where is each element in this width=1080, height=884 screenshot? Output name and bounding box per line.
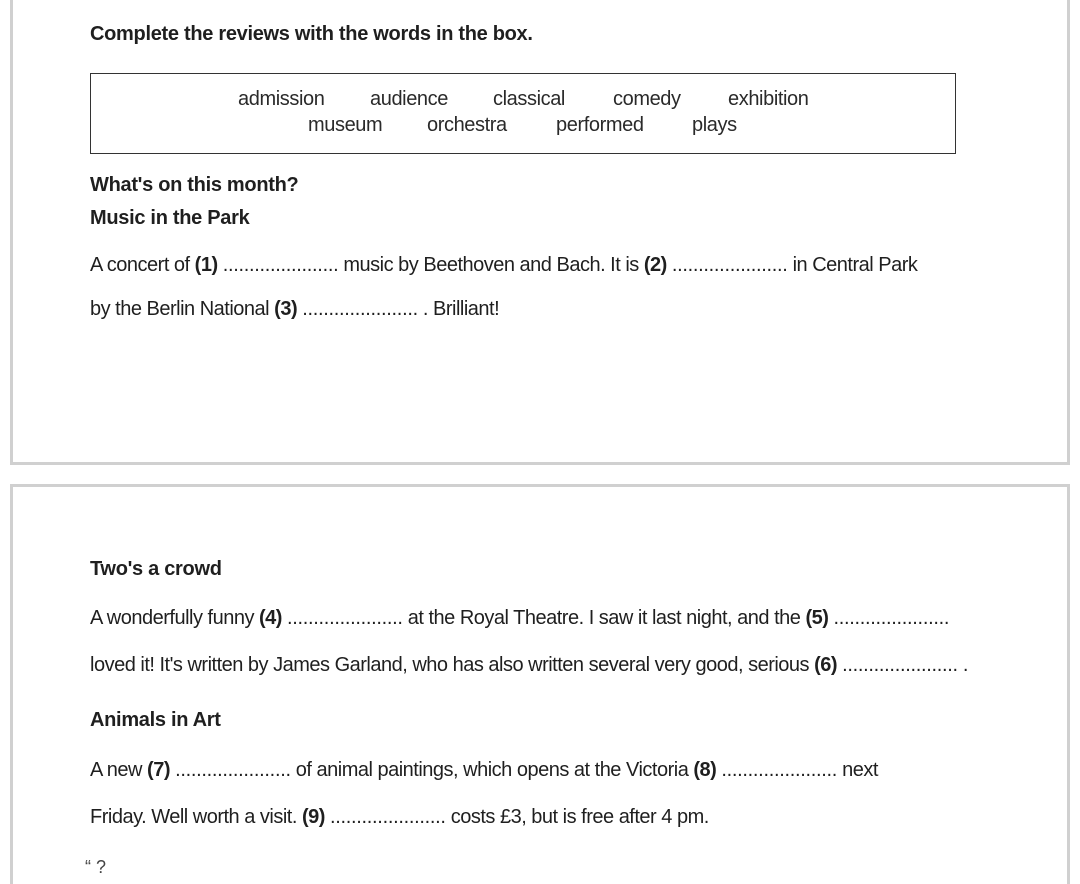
worksheet-page-1 [10, 0, 1070, 465]
gap-number-6: (6) [814, 654, 838, 676]
gap-7: ...................... [175, 759, 291, 781]
gap-3: ...................... [302, 298, 418, 320]
cut-off-text-fragment: “ ? [85, 857, 107, 877]
music-line-1 [90, 254, 917, 277]
review-title-music: Music in the Park [90, 207, 250, 229]
text: . Brilliant! [417, 298, 500, 320]
text: . [957, 654, 968, 676]
gap-8: ...................... [721, 759, 838, 781]
gap-number-4: (4) [259, 607, 282, 629]
animals-line-2 [90, 806, 709, 829]
text: A concert of [90, 254, 195, 276]
worksheet-page-2 [10, 484, 1070, 884]
gap-number-3: (3) [274, 298, 298, 320]
text: costs £3, but is free after 4 pm. [445, 806, 709, 828]
gap-number-8: (8) [693, 759, 717, 781]
text: music by Beethoven and Bach. It is [338, 254, 644, 276]
gap-number-2: (2) [643, 254, 667, 276]
review-title-crowd: Two's a crowd [90, 558, 222, 580]
word-orchestra: orchestra [427, 114, 507, 136]
review-title-animals: Animals in Art [90, 709, 221, 731]
word-plays: plays [692, 114, 737, 136]
word-exhibition: exhibition [728, 88, 809, 110]
word-box [90, 73, 956, 154]
gap-5: ...................... [833, 607, 950, 629]
word-audience: audience [370, 88, 448, 110]
text: loved it! It's written by James Garland, who has also written several very good, serious [90, 654, 815, 676]
gap-9: ...................... [330, 806, 446, 828]
gap-6: ...................... [842, 654, 958, 676]
word-classical: classical [493, 88, 565, 110]
crowd-line-2 [90, 654, 968, 677]
word-performed: performed [556, 114, 644, 136]
crowd-line-1 [90, 607, 949, 630]
instruction-text: Complete the reviews with the words in the box. [90, 23, 533, 45]
text: of animal paintings, which opens at the Victoria [290, 759, 694, 781]
section-title: What's on this month? [90, 174, 299, 196]
animals-line-1 [90, 759, 878, 782]
text: by the Berlin National [90, 298, 275, 320]
text: Friday. Well worth a visit. [90, 806, 302, 828]
text: A new [90, 759, 148, 781]
gap-number-1: (1) [194, 254, 218, 276]
text: A wonderfully funny [90, 607, 259, 629]
gap-4: ...................... [287, 607, 403, 629]
text: next [837, 759, 878, 781]
gap-1: ...................... [222, 254, 339, 276]
gap-number-5: (5) [805, 607, 829, 629]
gap-2: ...................... [671, 254, 788, 276]
gap-number-7: (7) [147, 759, 170, 781]
word-admission: admission [238, 88, 325, 110]
word-comedy: comedy [613, 88, 681, 110]
gap-number-9: (9) [301, 806, 325, 828]
text: at the Royal Theatre. I saw it last night, and the [402, 607, 806, 629]
text: in Central Park [787, 254, 918, 276]
music-line-2 [90, 298, 499, 321]
word-museum: museum [308, 114, 383, 136]
